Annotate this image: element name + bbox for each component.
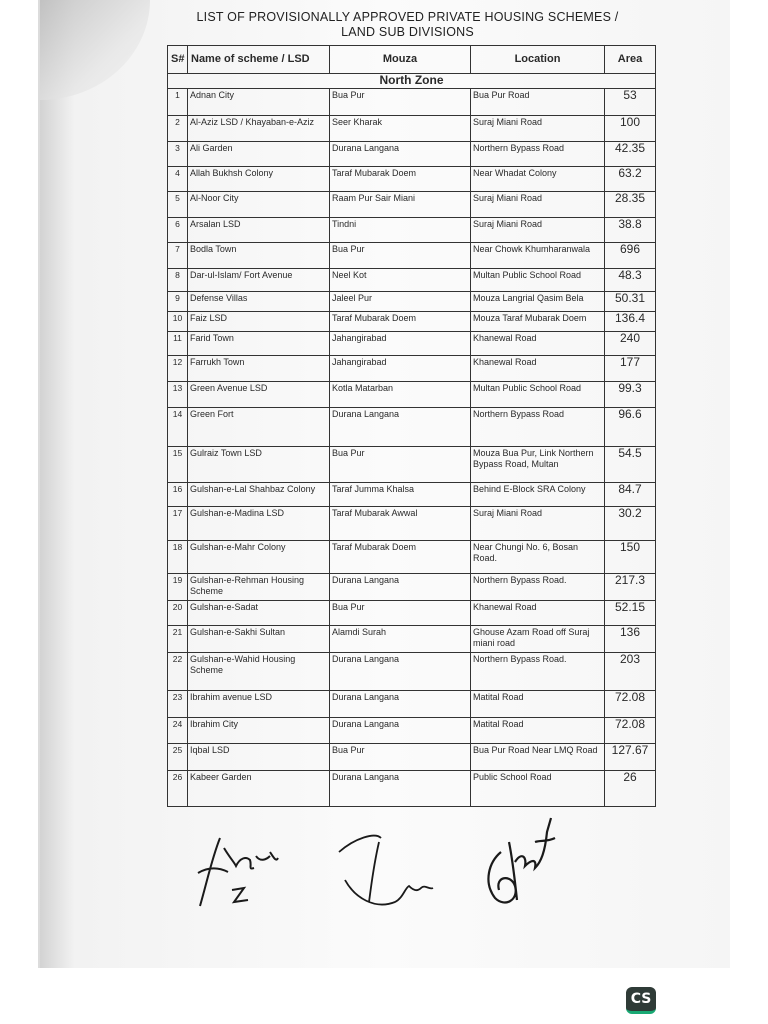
cell-name: Gulshan-e-Sadat [188,601,330,626]
cell-area: 63.2 [605,167,656,192]
cell-sn: 8 [168,269,188,292]
cell-name: Green Fort [188,408,330,447]
cell-name: Gulshan-e-Lal Shahbaz Colony [188,483,330,507]
cell-area: 150 [605,541,656,574]
cell-name: Bodla Town [188,243,330,269]
table-row [168,382,656,408]
table-row [168,408,656,447]
cell-mouza: Durana Langana [330,574,471,601]
cell-area: 28.35 [605,192,656,218]
cell-area: 42.35 [605,142,656,167]
cell-mouza: Durana Langana [330,142,471,167]
cell-name: Gulshan-e-Mahr Colony [188,541,330,574]
cell-name: Farrukh Town [188,356,330,382]
cell-mouza: Tindni [330,218,471,243]
cell-sn: 24 [168,718,188,744]
table-body [168,89,656,807]
cell-location: Northern Bypass Road. [471,653,605,691]
table-row [168,142,656,167]
cell-mouza: Taraf Mubarak Doem [330,541,471,574]
cell-location: Ghouse Azam Road off Suraj miani road [471,626,605,653]
cell-mouza: Durana Langana [330,408,471,447]
table-row [168,447,656,483]
cell-name: Ibrahim City [188,718,330,744]
cell-name: Gulraiz Town LSD [188,447,330,483]
cell-sn: 4 [168,167,188,192]
cell-name: Gulshan-e-Rehman Housing Scheme [188,574,330,601]
cell-name: Gulshan-e-Madina LSD [188,507,330,541]
signature-3 [475,812,565,912]
cell-sn: 14 [168,408,188,447]
cell-location: Near Chowk Khumharanwala [471,243,605,269]
cell-location: Mouza Taraf Mubarak Doem [471,312,605,332]
cell-name: Gulshan-e-Sakhi Sultan [188,626,330,653]
cell-sn: 3 [168,142,188,167]
cell-area: 240 [605,332,656,356]
header-name: Name of scheme / LSD [188,46,330,74]
cell-location: Khanewal Road [471,356,605,382]
cell-area: 52.15 [605,601,656,626]
table-row [168,312,656,332]
cell-mouza: Jahangirabad [330,332,471,356]
signature-1 [190,828,290,918]
cell-mouza: Taraf Mubarak Doem [330,312,471,332]
table-row [168,626,656,653]
cell-name: Adnan City [188,89,330,116]
cell-area: 84.7 [605,483,656,507]
cell-sn: 21 [168,626,188,653]
table-row [168,269,656,292]
cell-location: Northern Bypass Road. [471,574,605,601]
cell-area: 203 [605,653,656,691]
cell-sn: 7 [168,243,188,269]
cell-location: Near Chungi No. 6, Bosan Road. [471,541,605,574]
cell-area: 30.2 [605,507,656,541]
cell-location: Suraj Miani Road [471,507,605,541]
cell-name: Al-Noor City [188,192,330,218]
cell-sn: 19 [168,574,188,601]
cell-mouza: Seer Kharak [330,116,471,142]
cell-sn: 22 [168,653,188,691]
cell-area: 177 [605,356,656,382]
table-row [168,507,656,541]
cell-sn: 13 [168,382,188,408]
cell-mouza: Jaleel Pur [330,292,471,312]
cell-area: 72.08 [605,718,656,744]
table-row [168,574,656,601]
cell-sn: 6 [168,218,188,243]
cell-location: Mouza Langrial Qasim Bela [471,292,605,312]
cell-name: Dar-ul-Islam/ Fort Avenue [188,269,330,292]
cell-area: 38.8 [605,218,656,243]
cell-mouza: Alamdi Surah [330,626,471,653]
cell-name: Al-Aziz LSD / Khayaban-e-Aziz [188,116,330,142]
cell-mouza: Jahangirabad [330,356,471,382]
cell-area: 99.3 [605,382,656,408]
table-row [168,243,656,269]
cell-sn: 12 [168,356,188,382]
table-header-row [168,46,656,74]
table-row [168,744,656,771]
cell-name: Green Avenue LSD [188,382,330,408]
table-row [168,167,656,192]
schemes-table [167,45,656,807]
document-title [160,10,655,40]
table-row [168,771,656,807]
cell-mouza: Bua Pur [330,601,471,626]
title-line-2: LAND SUB DIVISIONS [341,25,474,39]
cell-location: Bua Pur Road Near LMQ Road [471,744,605,771]
table-row [168,601,656,626]
title-line-1: LIST OF PROVISIONALLY APPROVED PRIVATE HOUSING SCHEMES / [196,10,619,24]
cell-mouza: Neel Kot [330,269,471,292]
cell-mouza: Durana Langana [330,718,471,744]
cell-area: 136 [605,626,656,653]
table-row [168,192,656,218]
table-row [168,116,656,142]
cell-area: 72.08 [605,691,656,718]
cell-name: Gulshan-e-Wahid Housing Scheme [188,653,330,691]
cell-mouza: Taraf Mubarak Awwal [330,507,471,541]
cell-location: Suraj Miani Road [471,116,605,142]
cell-mouza: Durana Langana [330,691,471,718]
cell-area: 127.67 [605,744,656,771]
table-row [168,332,656,356]
cell-area: 26 [605,771,656,807]
header-area: Area [605,46,656,74]
cell-location: Suraj Miani Road [471,192,605,218]
cell-mouza: Kotla Matarban [330,382,471,408]
table-row [168,356,656,382]
cell-sn: 25 [168,744,188,771]
header-location: Location [471,46,605,74]
cell-location: Multan Public School Road [471,382,605,408]
cell-sn: 10 [168,312,188,332]
cell-mouza: Raam Pur Sair Miani [330,192,471,218]
cell-location: Matital Road [471,718,605,744]
cell-location: Public School Road [471,771,605,807]
cell-mouza: Taraf Jumma Khalsa [330,483,471,507]
cell-sn: 2 [168,116,188,142]
cell-location: Northern Bypass Road [471,142,605,167]
cell-area: 54.5 [605,447,656,483]
cell-location: Near Whadat Colony [471,167,605,192]
cell-mouza: Taraf Mubarak Doem [330,167,471,192]
cell-location: Behind E-Block SRA Colony [471,483,605,507]
cell-name: Faiz LSD [188,312,330,332]
header-sn: S# [168,46,188,74]
camscanner-logo: CS [626,987,656,1014]
cell-sn: 5 [168,192,188,218]
cell-name: Ali Garden [188,142,330,167]
cell-name: Defense Villas [188,292,330,312]
cell-location: Matital Road [471,691,605,718]
cell-location: Multan Public School Road [471,269,605,292]
cell-area: 100 [605,116,656,142]
table-row [168,541,656,574]
cell-location: Northern Bypass Road [471,408,605,447]
table-row [168,718,656,744]
cell-sn: 26 [168,771,188,807]
table-row [168,691,656,718]
cell-mouza: Bua Pur [330,744,471,771]
header-mouza: Mouza [330,46,471,74]
table-row [168,292,656,312]
cell-sn: 16 [168,483,188,507]
cell-sn: 11 [168,332,188,356]
cell-area: 50.31 [605,292,656,312]
cell-sn: 17 [168,507,188,541]
cell-area: 96.6 [605,408,656,447]
zone-row [168,74,656,89]
cell-sn: 9 [168,292,188,312]
table-row [168,89,656,116]
cell-area: 217.3 [605,574,656,601]
signature-2 [335,828,460,918]
cell-area: 53 [605,89,656,116]
cell-name: Arsalan LSD [188,218,330,243]
cell-sn: 23 [168,691,188,718]
cell-name: Iqbal LSD [188,744,330,771]
cell-location: Khanewal Road [471,601,605,626]
cell-name: Ibrahim avenue LSD [188,691,330,718]
cell-area: 136.4 [605,312,656,332]
cell-mouza: Bua Pur [330,243,471,269]
cell-area: 696 [605,243,656,269]
cell-name: Kabeer Garden [188,771,330,807]
table-row [168,218,656,243]
zone-label: North Zone [168,74,656,89]
cell-sn: 18 [168,541,188,574]
cell-location: Mouza Bua Pur, Link Northern Bypass Road, Multan [471,447,605,483]
cell-mouza: Durana Langana [330,653,471,691]
cell-sn: 20 [168,601,188,626]
cell-location: Suraj Miani Road [471,218,605,243]
cell-mouza: Bua Pur [330,89,471,116]
cell-mouza: Durana Langana [330,771,471,807]
cell-sn: 15 [168,447,188,483]
cell-name: Farid Town [188,332,330,356]
cell-mouza: Bua Pur [330,447,471,483]
cell-location: Khanewal Road [471,332,605,356]
cell-area: 48.3 [605,269,656,292]
cell-location: Bua Pur Road [471,89,605,116]
table-row [168,483,656,507]
table-row [168,653,656,691]
cell-sn: 1 [168,89,188,116]
cell-name: Allah Bukhsh Colony [188,167,330,192]
